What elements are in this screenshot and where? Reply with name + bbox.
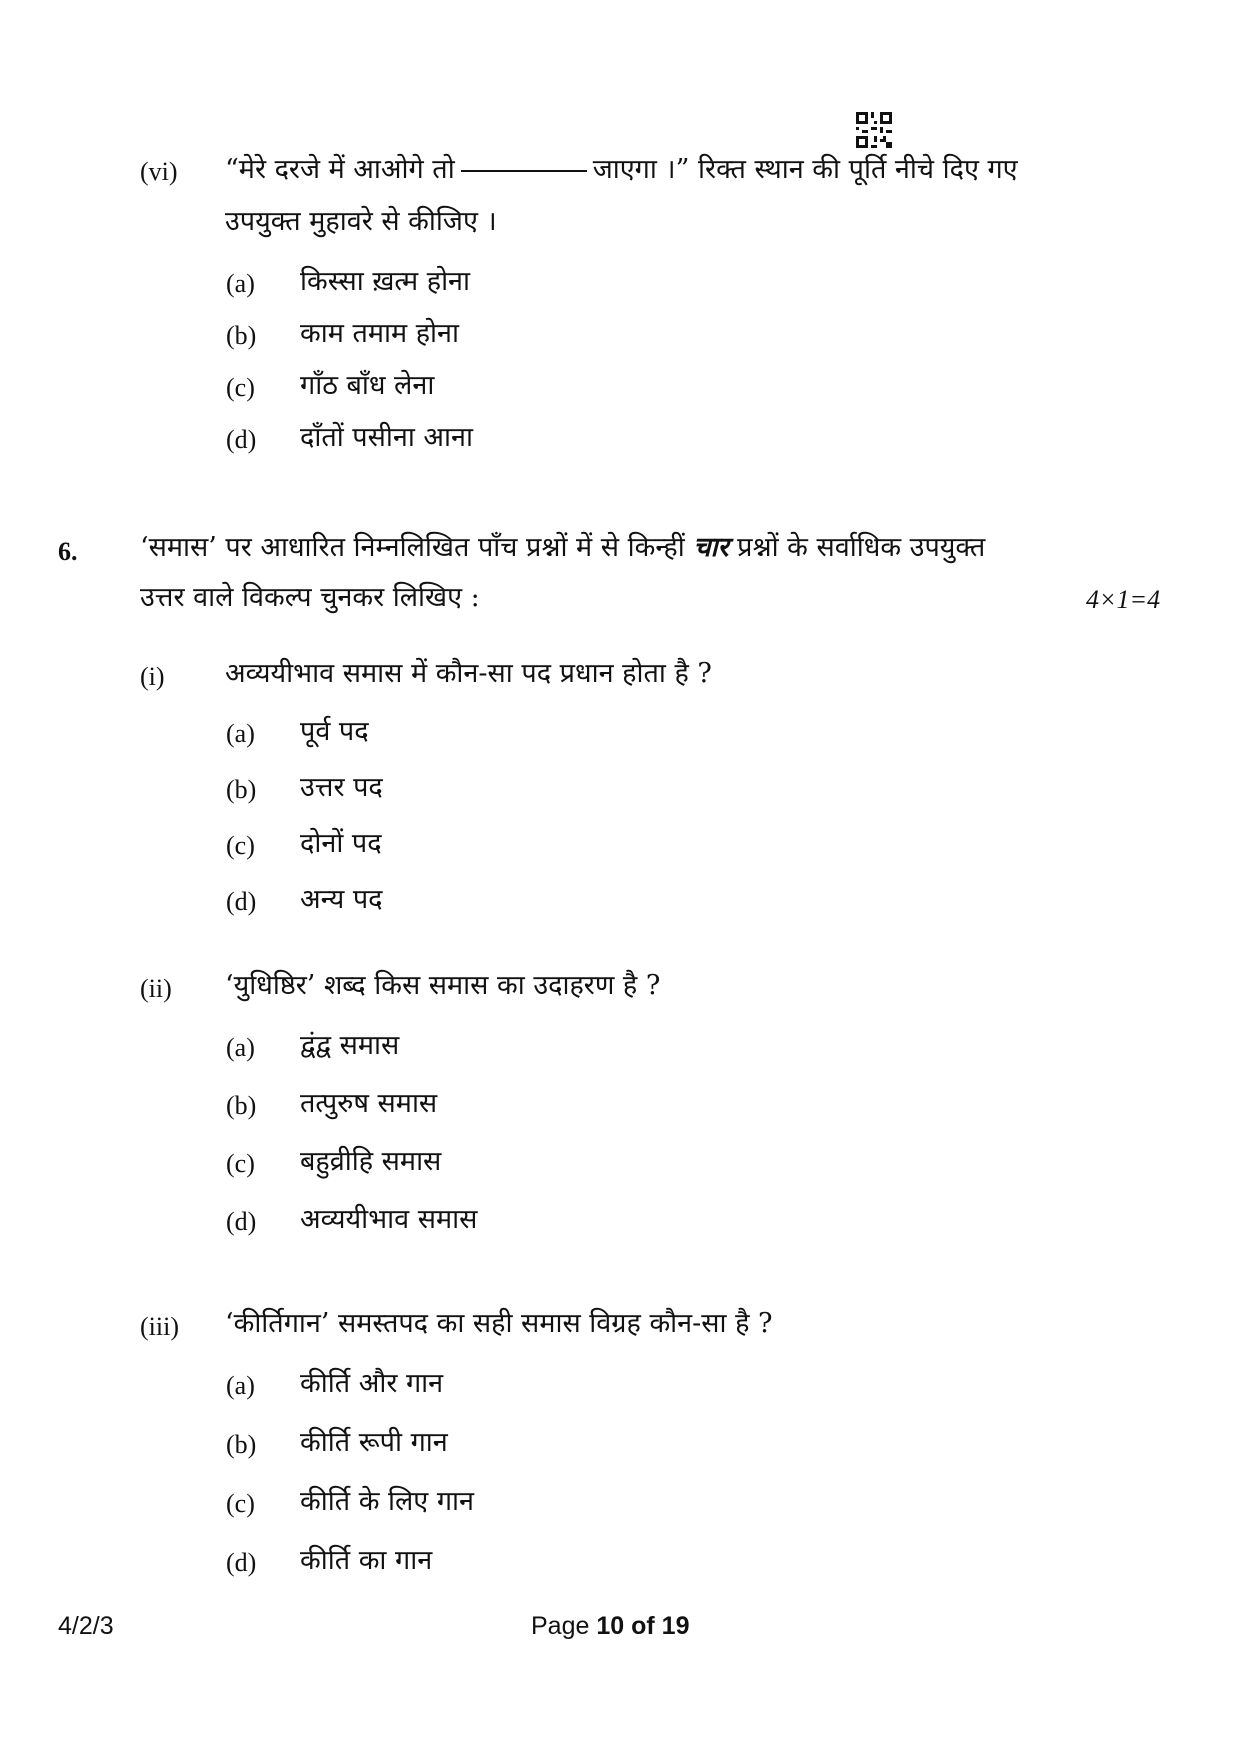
option-text: अव्ययीभाव समास — [300, 1204, 478, 1235]
question-intro-part: प्रश्नों के सर्वाधिक उपयुक्त — [737, 532, 986, 563]
option-label: (b) — [226, 1091, 257, 1120]
option-text: कीर्ति रूपी गान — [300, 1427, 448, 1458]
subquestion-label: (iii) — [140, 1312, 179, 1341]
question-text-part: जाएगा ।” रिक्त स्थान की पूर्ति नीचे दिए गए — [592, 154, 1018, 185]
page-total: 19 — [661, 1612, 690, 1640]
qr-code-icon — [856, 112, 892, 148]
option-label: (a) — [226, 1033, 255, 1062]
option-label: (a) — [226, 1371, 255, 1400]
option-label: (a) — [226, 269, 255, 298]
question-text-part: “मेरे दरजे में आओगे तो — [225, 154, 455, 185]
option-text: बहुव्रीहि समास — [300, 1146, 442, 1177]
emphasis-word: चार — [693, 532, 729, 563]
option-label: (d) — [226, 425, 257, 454]
option-label: (d) — [226, 1207, 257, 1236]
option-label: (c) — [226, 1489, 255, 1518]
option-label: (a) — [226, 719, 255, 748]
option-label: (c) — [226, 373, 255, 402]
option-label: (b) — [226, 1430, 257, 1459]
question-intro-part: ‘समास’ पर आधारित निम्नलिखित पाँच प्रश्नों में से किन्हीं — [140, 532, 685, 563]
question-intro — [140, 530, 985, 566]
subquestion-text: ‘युधिष्ठिर’ शब्द किस समास का उदाहरण है ? — [225, 970, 661, 1001]
option-text: कीर्ति के लिए गान — [300, 1486, 475, 1517]
page-current: 10 — [596, 1612, 625, 1640]
option-text: कीर्ति और गान — [300, 1368, 444, 1399]
fill-blank — [461, 170, 587, 172]
page-number — [531, 1612, 689, 1641]
question-number: 6. — [58, 537, 78, 566]
page-prefix: Page — [531, 1612, 590, 1640]
subquestion-label: (vi) — [140, 157, 178, 186]
option-label: (c) — [226, 831, 255, 860]
question-intro: उत्तर वाले विकल्प चुनकर लिखिए : — [140, 582, 480, 613]
subquestion-text: ‘कीर्तिगान’ समस्तपद का सही समास विग्रह कौन-सा है ? — [225, 1308, 773, 1339]
option-label: (b) — [226, 775, 257, 804]
subquestion-label: (ii) — [140, 974, 172, 1003]
option-text: पूर्व पद — [300, 716, 369, 747]
option-label: (c) — [226, 1149, 255, 1178]
option-text: किस्सा ख़त्म होना — [300, 266, 471, 297]
option-text: द्वंद्व समास — [300, 1030, 400, 1061]
option-text: गाँठ बाँध लेना — [300, 370, 435, 401]
option-text: उत्तर पद — [300, 772, 383, 803]
option-label: (d) — [226, 887, 257, 916]
option-text: काम तमाम होना — [300, 318, 460, 349]
option-text: दाँतों पसीना आना — [300, 422, 474, 453]
option-text: कीर्ति का गान — [300, 1545, 433, 1576]
page-of: of — [631, 1612, 655, 1640]
question-text — [225, 152, 1018, 188]
subquestion-text: अव्ययीभाव समास में कौन-सा पद प्रधान होता है ? — [225, 658, 712, 689]
option-text: तत्पुरुष समास — [300, 1088, 438, 1119]
option-text: अन्य पद — [300, 884, 383, 915]
subquestion-label: (i) — [140, 662, 165, 691]
paper-code: 4/2/3 — [58, 1612, 114, 1640]
option-text: दोनों पद — [300, 828, 382, 859]
question-text: उपयुक्त मुहावरे से कीजिए । — [225, 206, 497, 237]
option-label: (d) — [226, 1548, 257, 1577]
option-label: (b) — [226, 321, 257, 350]
marks-allocation: 4×1=4 — [1086, 585, 1161, 614]
